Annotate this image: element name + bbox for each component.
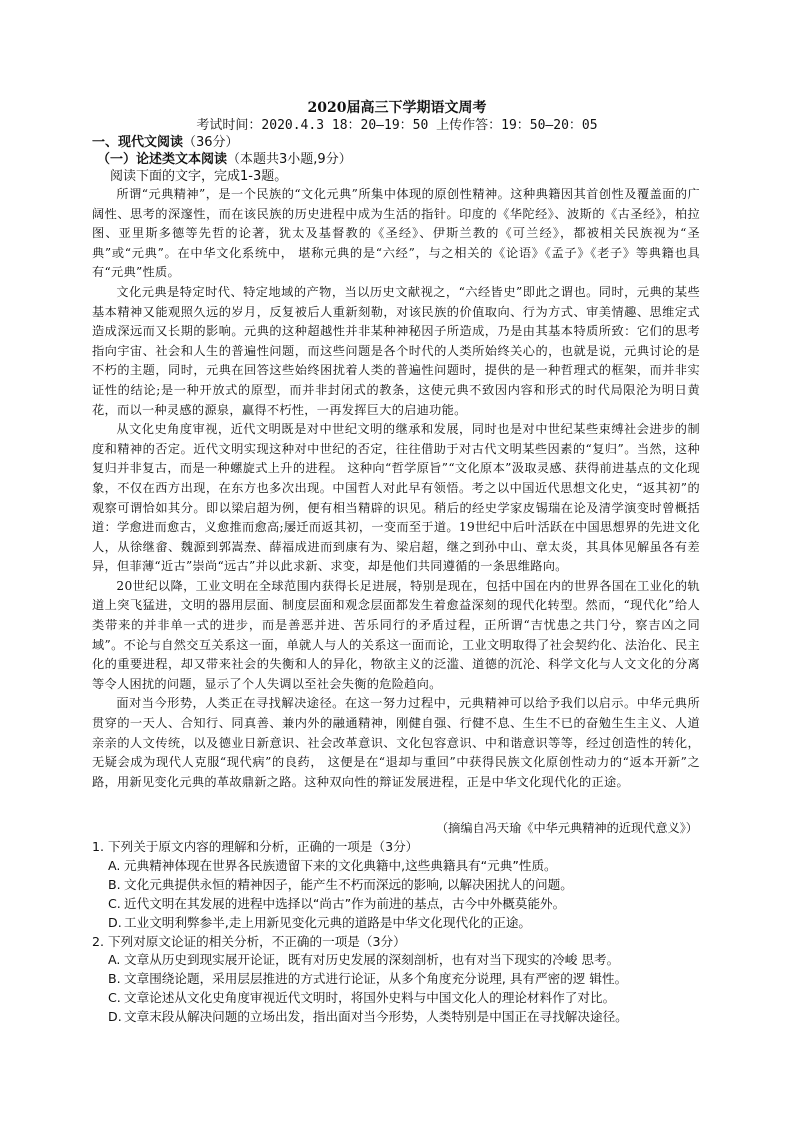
question-number: 2.: [92, 933, 105, 949]
option-a: A. 文章从历史到现实展开论证，既有对历史发展的深刻剖析，也有对当下现实的冷峻 思考。: [108, 952, 620, 968]
question-stem: 下列对原文论证的相关分析，不正确的一项是（3分）: [108, 933, 406, 949]
exam-time: 考试时间：2020.4.3 18：20—19：50 上传作答：19：50—20：05: [196, 118, 598, 133]
subsection-heading: [97, 151, 352, 168]
option-d: D. 工业文明利弊参半,走上用新见变化元典的道路是中华文化现代化的正途。: [108, 914, 532, 930]
subsection-meta: （本题共3小题,9分）: [227, 152, 352, 167]
exam-title: 2020届高三下学期语文周考: [307, 100, 487, 116]
option-b: B. 文化元典提供永恒的精神因子，能产生不朽而深远的影响, 以解决困扰人的问题。: [108, 876, 573, 892]
article-paragraph-5: 面对当今形势，人类正在寻找解决途径。在这一努力过程中，元典精神可以给予我们以启示。中华元典所贯穿的一天人、合知行、同真善、兼内外的融通精神，刚健自强、行健不息、生生不已的奋勉生生主义、人道亲亲的人文传统，以及德业日新意识、社会改革意识、文化包容意识、中和谐意识等等，经过创造性的转化，无疑会成为现代人克服“现代病”的良药， 这便是在“退却与重回”中获得民族文化原创性动力的“返本开新”之路，用新见变化元典的革故鼎新之路。这种双向性的辩证发展进程，正是中华文化现代化的正途。: [92, 696, 700, 789]
subsection-title: （一）论述类文本阅读: [97, 152, 228, 167]
reading-instruction: 阅读下面的文字，完成1-3题。: [110, 169, 288, 184]
option-c: C. 文章论述从文化史角度审视近代文明时，将国外史料与中国文化人的理论材料作了对比。: [108, 990, 616, 1006]
article-source: （摘编自冯天瑜《中华元典精神的近现代意义》）: [435, 821, 698, 835]
option-d: D. 文章末段从解决问题的立场出发，指出面对当今形势，人类特别是中国正在寻找解决途径。: [108, 1009, 628, 1025]
option-b: B. 文章围绕论题，采用层层推进的方式进行论证，从多个角度充分说理, 具有严密的逻 辑性。: [108, 971, 628, 987]
question-number: 1.: [92, 839, 105, 854]
article-paragraph-4: 20世纪以降，工业文明在全球范围内获得长足进展，特别是现在，包括中国在内的世界各国在工业化的轨道上突飞猛进，文明的器用层面、制度层面和观念层面都发生着愈益深刻的现代化转型。然而，“现代化”给人类带来的并非单一式的进步，而是善恶并进、苦乐同行的矛盾过程，正所谓“吉忧患之共门兮，察吉凶之同域”。不论与自然交互关系这一面，单就人与人的关系这一面而论，工业文明取得了社会契约化、法治化、民主化的重要进程，却又带来社会的失衡和人的异化，物欲主义的泛滥、道德的沉沦、科学文化与人文文化的分离等令人困扰的问题，显示了个人失调以至社会失衡的危险趋向。: [92, 578, 700, 691]
question-1: [92, 838, 702, 933]
section-title: 一、现代文阅读: [92, 135, 184, 150]
article-paragraph-3: 从文化史角度审视，近代文明既是对中世纪文明的继承和发展，同时也是对中世纪某些束缚社会进步的制度和精神的否定。近代文明实现这种对中世纪的否定，往往借助于对古代文明某些因素的“复归”。当然，这种复归并非复古，而是一种螺旋式上升的进程。 这种向“哲学原旨”“文化原本”汲取灵感、获得前进基点的文化现象，不仅在西方出现，在东方也多次出现。中国哲人对此早有领悟。考之以中国近代思想文化史，“返其初”的观察可谓恰如其分。即以梁启超为例，便有相当精辟的识见。稍后的经史学家皮锡瑞在论及清学演变时曾概括道：学愈进而愈古，义愈推而愈高;屡迁而返其初，一变而至于道。19世纪中后叶活跃在中国思想界的先进文化人，从徐继畲、魏源到郭嵩焘、薛福成进而到康有为、梁启超，继之到孙中山、章太炎，其具体见解虽各有差异，但菲薄“近古”崇尚“远古”并以此求新、求变，却是他们共同遵循的一条思维路向。: [92, 422, 700, 574]
article-paragraph-1: 所谓“元典精神”，是一个民族的“文化元典”所集中体现的原创性精神。这种典籍因其首创性及覆盖面的广阔性、思考的深邃性，而在该民族的历史进程中成为生活的指针。印度的《华陀经》、波斯的《古圣经》，柏拉图、亚里斯多德等先哲的论著，犹太及基督教的《圣经》、伊斯兰教的《可兰经》，都被相关民族视为“圣典”或“元典”。在中华文化系统中， 堪称元典的是“六经”，与之相关的《论语》《孟子》《老子》等典籍也具有“元典”性质。: [92, 187, 700, 280]
article-paragraph-2: 文化元典是特定时代、特定地域的产物，当以历史文献视之，“六经皆史”即此之谓也。同时，元典的某些基本精神又能观照久远的岁月，反复被后人重新刻勒，对该民族的价值取向、行为方式、审美情趣、思维定式造成深远而又长期的影响。元典的这种超越性并非某种神秘因子所造成，乃是由其基本特质所致：它们的思考指向宇宙、社会和人生的普遍性问题，而这些问题是各个时代的人类所始终关心的，也就是说，元典讨论的是不朽的主题，同时，元典在回答这些始终困扰着人类的普遍性问题时，提供的是一种哲理式的框架，而并非实证性的结论;是一种开放式的原型，而并非封闭式的教条，这使元典不致因内容和形式的时代局限沦为明日黄花，而以一种灵感的源泉，赢得不朽性，一再发挥巨大的启迪功能。: [92, 284, 700, 417]
section-heading: [92, 134, 239, 151]
questions: [92, 838, 702, 1027]
section-points: （36分）: [183, 135, 239, 150]
option-a: A. 元典精神体现在世界各民族遗留下来的文化典籍中,这些典籍具有“元典”性质。: [108, 857, 557, 873]
reading-article: [92, 185, 700, 792]
question-2: [92, 933, 702, 1028]
question-stem: 下列关于原文内容的理解和分析，正确的一项是（3分）: [108, 839, 419, 854]
option-c: C. 近代文明在其发展的进程中选择以“尚古”作为前进的基点，古今中外概莫能外。: [108, 895, 566, 911]
